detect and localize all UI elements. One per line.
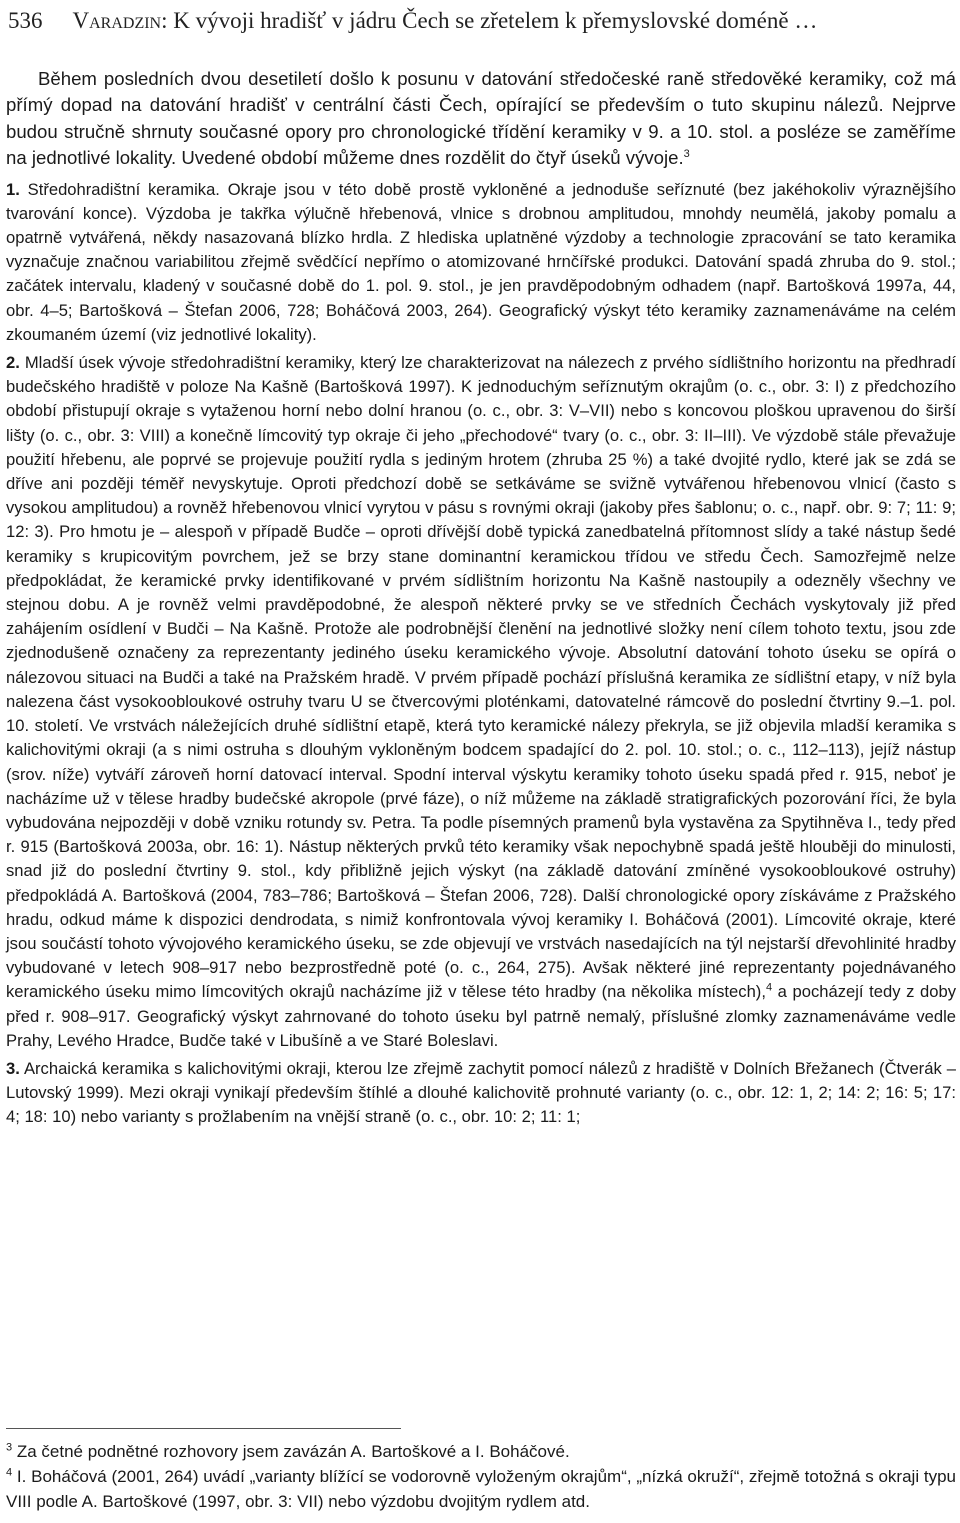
section-3 (6, 1057, 956, 1130)
section-number: 2. (6, 353, 20, 373)
section-number: 3. (6, 1058, 20, 1078)
section-text: Archaická keramika s kalichovitými okraji, kterou lze zřejmě zachytit pomocí nálezů z hradiště v Dolních Břežanech (Čtverák – Lutovský 1999). Mezi okraji vynikají především štíhlé a dlouhé kalichovitě prohnuté varianty (o. c., obr. 12: 1, 2; 14: 2; 16: 5; 17: 4; 18: 10) nebo varianty s prožlabením na vnější straně (o. c., obr. 10: 2; 11: 1; (6, 1058, 956, 1127)
footnote-number: 3 (6, 1441, 13, 1454)
lead-text: Během posledních dvou desetiletí došlo k posunu v datování středočeské raně středověké keramiky, což má přímý dopad na datování hradišť v centrální části Čech, opírající se především o tuto skupinu nálezů. Nejprve budou stručně shrnuty současné opory pro chronologické třídění keramiky v 9. a 10. stol. a posléze se zaměříme na jednotlivé lokality. Uvedené období můžeme dnes rozdělit do čtyř úseků vývoje. (6, 68, 956, 169)
footnote-text: I. Boháčová (2001, 264) uvádí „varianty blížící se vodorovně vyloženým okrajům“, „nízká okruží“, zřejmě totožná s okraji typu VIII podle A. Bartoškové (1997, obr. 3: VII) nebo výzdobu dvojitým rydlem atd. (6, 1467, 956, 1511)
running-header (8, 6, 953, 36)
page-number: 536 (8, 8, 43, 33)
footnote-ref-3: 3 (683, 148, 690, 161)
footnotes (6, 1439, 956, 1514)
section-text: Středohradištní keramika. Okraje jsou v této době prostě vykloněné a jednoduše seříznuté (bez jakéhokoliv výraznějšího tvarování konce). Výzdoba je takřka výlučně hřebenová, vlnice s drobnou amplitudou, mnohdy neumělá, jakoby pomalu a opatrně vytvářená, někdy nasazovaná blízko hrdla. Z hlediska uplatněné výzdoby a technologie zpracování se tato keramika vyznačuje značnou variabilitou zřejmě svědčící nepřímo o atomizované hrnčířské produkci. Datování spadá zhruba do 9. stol.; začátek intervalu, kladený v současné době do 1. pol. 9. stol., je jen pravděpodobným odhadem (např. Bartošková 1997a, 44, obr. 4–5; Bartošková – Štefan 2006, 728; Boháčová 2003, 264). Geografický výskyt této keramiky zaznamenáváme na celém zkoumaném území (viz jednotlivé lokality). (6, 179, 956, 344)
footnote-3 (6, 1439, 956, 1464)
header-title: : K vývoji hradišť v jádru Čech se zřetelem k přemyslovské doméně … (161, 8, 818, 33)
lead-paragraph (6, 66, 956, 172)
section-1 (6, 178, 956, 347)
footnote-divider (6, 1428, 401, 1429)
footnote-number: 4 (6, 1466, 13, 1479)
footnote-text: Za četné podnětné rozhovory jsem zavázán A. Bartoškové a I. Boháčové. (12, 1442, 570, 1461)
section-number: 1. (6, 179, 20, 199)
section-text: Mladší úsek vývoje středohradištní keramiky, který lze charakterizovat na nálezech z prvého sídlištního horizontu na předhradí budečského hradiště v poloze Na Kašně (Bartošková 1997). K jednoduchým seříznutým okrajům (o. c., obr. 3: I) z předchozího období přistupují okraje s vytaženou horní nebo dolní hranou (o. c., obr. 3: V–VII) nebo s koncovou ploškou upravenou do širší lišty (o. c., obr. 3: VIII) a konečně límcovitý typ okraje či jeho „přechodové“ tvary (o. c., obr. 3: II–III). Ve výzdobě stále převažuje použití hřebenu, ale poprvé se projevuje použití rydla s jediným hrotem (zhruba 25 %) a také dvojité rydlo, které jak se zdá se dříve ani později téměř nevyskytuje. Oproti předchozí době se setkáváme se svižně vytvářenou hřebenovou vlnicí (často s vysokou amplitudou) a rovněž hřebenovou vlnicí vyrytou v pásu s rovnými okraji (jakoby přes šablonu; o. c., např. obr. 9: 7; 11: 9; 12: 3). Pro hmotu je – alespoň v případě Budče – oproti dřívější době typická zanedbatelná přítomnost slídy a také nástup šedé keramiky s krupicovitým povrchem, jež se brzy stane dominantní keramickou třídou ve středu Čech. Samozřejmě nelze předpokládat, že keramické prvky identifikované v prvém sídlištním horizontu Na Kašně nastoupily a odezněly všechny ve stejnou dobu. A je rovněž velmi pravděpodobné, že alespoň některé prvky se ve středních Čechách vyskytovaly již před zahájením osídlení v Budči – Na Kašně. Protože ale podrobnější členění na jednotlivé složky není cílem tohoto textu, jsou zde zjednodušeně označeny za reprezentanty jediného úseku keramického vývoje. Absolutní datování tohoto úseku se opírá o nálezovou situaci na Budči a také na Pražském hradě. V prvém případě pochází příslušná keramika ze sídlištní etapy, v níž byla nalezena část vysokoobloukové ostruhy tvaru U se čtvercovými ploténkami, datovatelné rámcově do poslední čtvrtiny 9.–1. pol. 10. století. Ve vrstvách náležejících druhé sídlištní etapě, která tyto keramické nálezy překryla, se již objevila mladší keramika s kalichovitými okraji (a s nimi ostruha s dlouhým vykloněným bodcem spadající do 2. pol. 10. stol.; o. c., 112–113), jejíž nástup (srov. níže) vytváří zároveň horní datovací interval. Spodní interval výskytu keramiky tohoto úseku spadá před r. 915, neboť je nacházíme už v tělese hradby budečské akropole (prvé fáze), o níž můžeme na základě stratigrafických pozorování říci, že byla vybudována nejpozději v době vzniku rotundy sv. Petra. Ta podle písemných pramenů byla vystavěna za Spytihněva I., tedy před r. 915 (Bartošková 2003a, obr. 16: 1). Nástup některých prvků této keramiky však nepochybně spadá ještě hlouběji do minulosti, snad již do poslední čtvrtiny 9. stol., kdy přibližně jejich výskyt (na základě datování zmíněné vysokoobloukové ostruhy) předpokládá A. Bartošková (2004, 783–786; Bartošková – Štefan 2006, 728). Další chronologické opory získáváme z Pražského hradu, odkud máme k dispozici dendrodata, s nimiž konfrontovala vývoj keramiky I. Boháčová (2001). Límcovité okraje, které jsou součástí tohoto vývojového keramického úseku, se zde objevují ve vrstvách nasedajících na týl nejstarší dřevohlinité hradby vybudované v letech 908–917 nebo bezprostředně poté (o. c., 264, 275). Avšak některé jiné reprezentanty pojednávaného keramického úseku mimo límcovitých okrajů nacházíme již v tělese této hradby (na několika místech), (6, 353, 956, 1002)
section-text-tail: a pocházejí tedy z doby před r. 908–917. Geografický výskyt zahrnované do tohoto úseku byl patrně nemalý, příslušné zlomky zaznamenáváme vedle Prahy, Levého Hradce, Budče také v Libušíně a ve Staré Boleslavi. (6, 982, 956, 1050)
footnote-ref-4: 4 (765, 981, 773, 994)
body-text (6, 66, 956, 1134)
section-2 (6, 351, 956, 1053)
header-author: Varadzin (72, 8, 162, 33)
footnote-4 (6, 1464, 956, 1514)
